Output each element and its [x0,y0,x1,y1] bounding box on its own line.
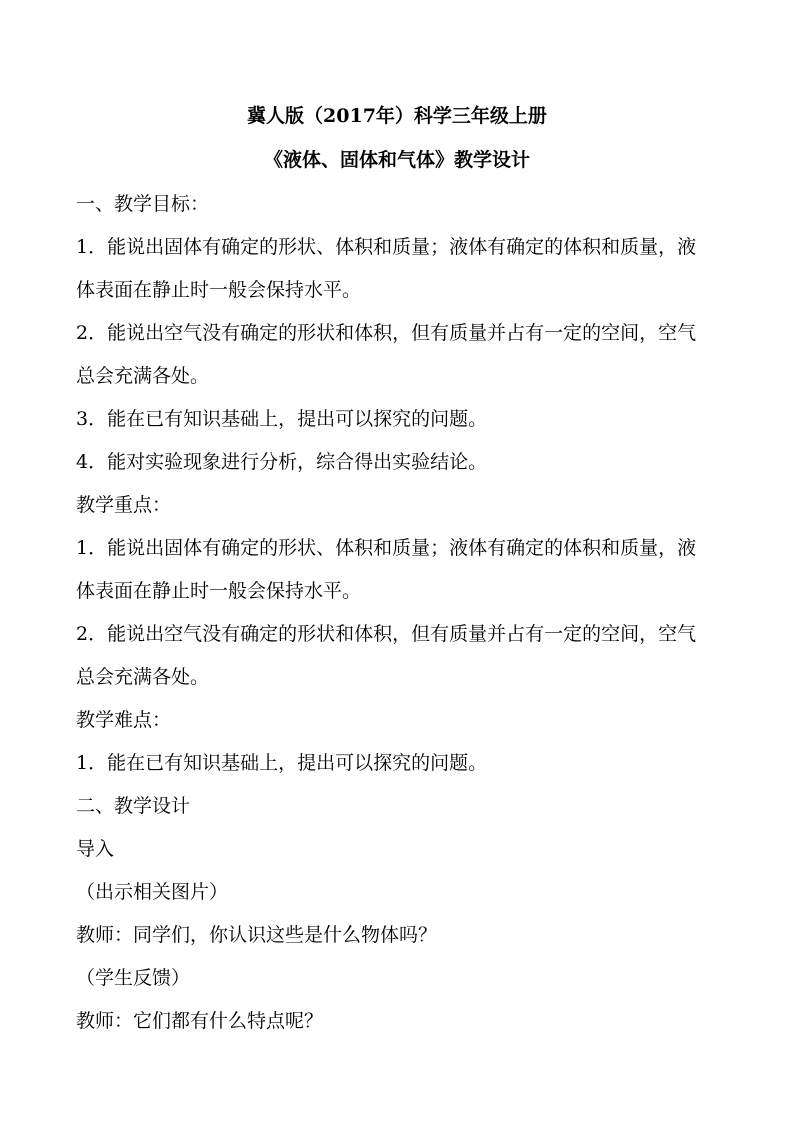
difficulty-1: 1．能在已有知识基础上，提出可以探究的问题。 [76,752,488,774]
section-heading-objectives: 一、教学目标： [76,193,210,215]
objective-2-line-1: 2．能说出空气没有确定的形状和体积，但有质量并占有一定的空间，空气 [76,322,697,344]
section-heading-design: 二、教学设计 [76,795,191,817]
objective-4: 4．能对实验现象进行分析，综合得出实验结论。 [76,451,488,473]
document-subtitle: 《液体、固体和气体》教学设计 [263,149,530,171]
intro-line-3: （学生反馈） [76,967,191,989]
intro-line-2: 教师：同学们，你认识这些是什么物体吗？ [76,924,438,946]
objective-3: 3．能在已有知识基础上，提出可以探究的问题。 [76,408,488,430]
key-point-1-line-1: 1．能说出固体有确定的形状、体积和质量；液体有确定的体积和质量，液 [76,537,697,559]
objective-2-line-2: 总会充满各处。 [76,365,210,387]
objective-1-line-2: 体表面在静止时一般会保持水平。 [76,279,362,301]
intro-heading: 导入 [76,838,115,860]
document-title: 冀人版（2017年）科学三年级上册 [247,105,547,127]
key-point-2-line-1: 2．能说出空气没有确定的形状和体积，但有质量并占有一定的空间，空气 [76,623,697,645]
intro-line-1: （出示相关图片） [76,881,229,903]
key-points-heading: 教学重点： [76,494,172,516]
intro-line-4: 教师：它们都有什么特点呢？ [76,1010,324,1032]
objective-1-line-1: 1．能说出固体有确定的形状、体积和质量；液体有确定的体积和质量，液 [76,236,697,258]
key-point-1-line-2: 体表面在静止时一般会保持水平。 [76,580,362,602]
key-point-2-line-2: 总会充满各处。 [76,666,210,688]
difficulty-heading: 教学难点： [76,709,172,731]
